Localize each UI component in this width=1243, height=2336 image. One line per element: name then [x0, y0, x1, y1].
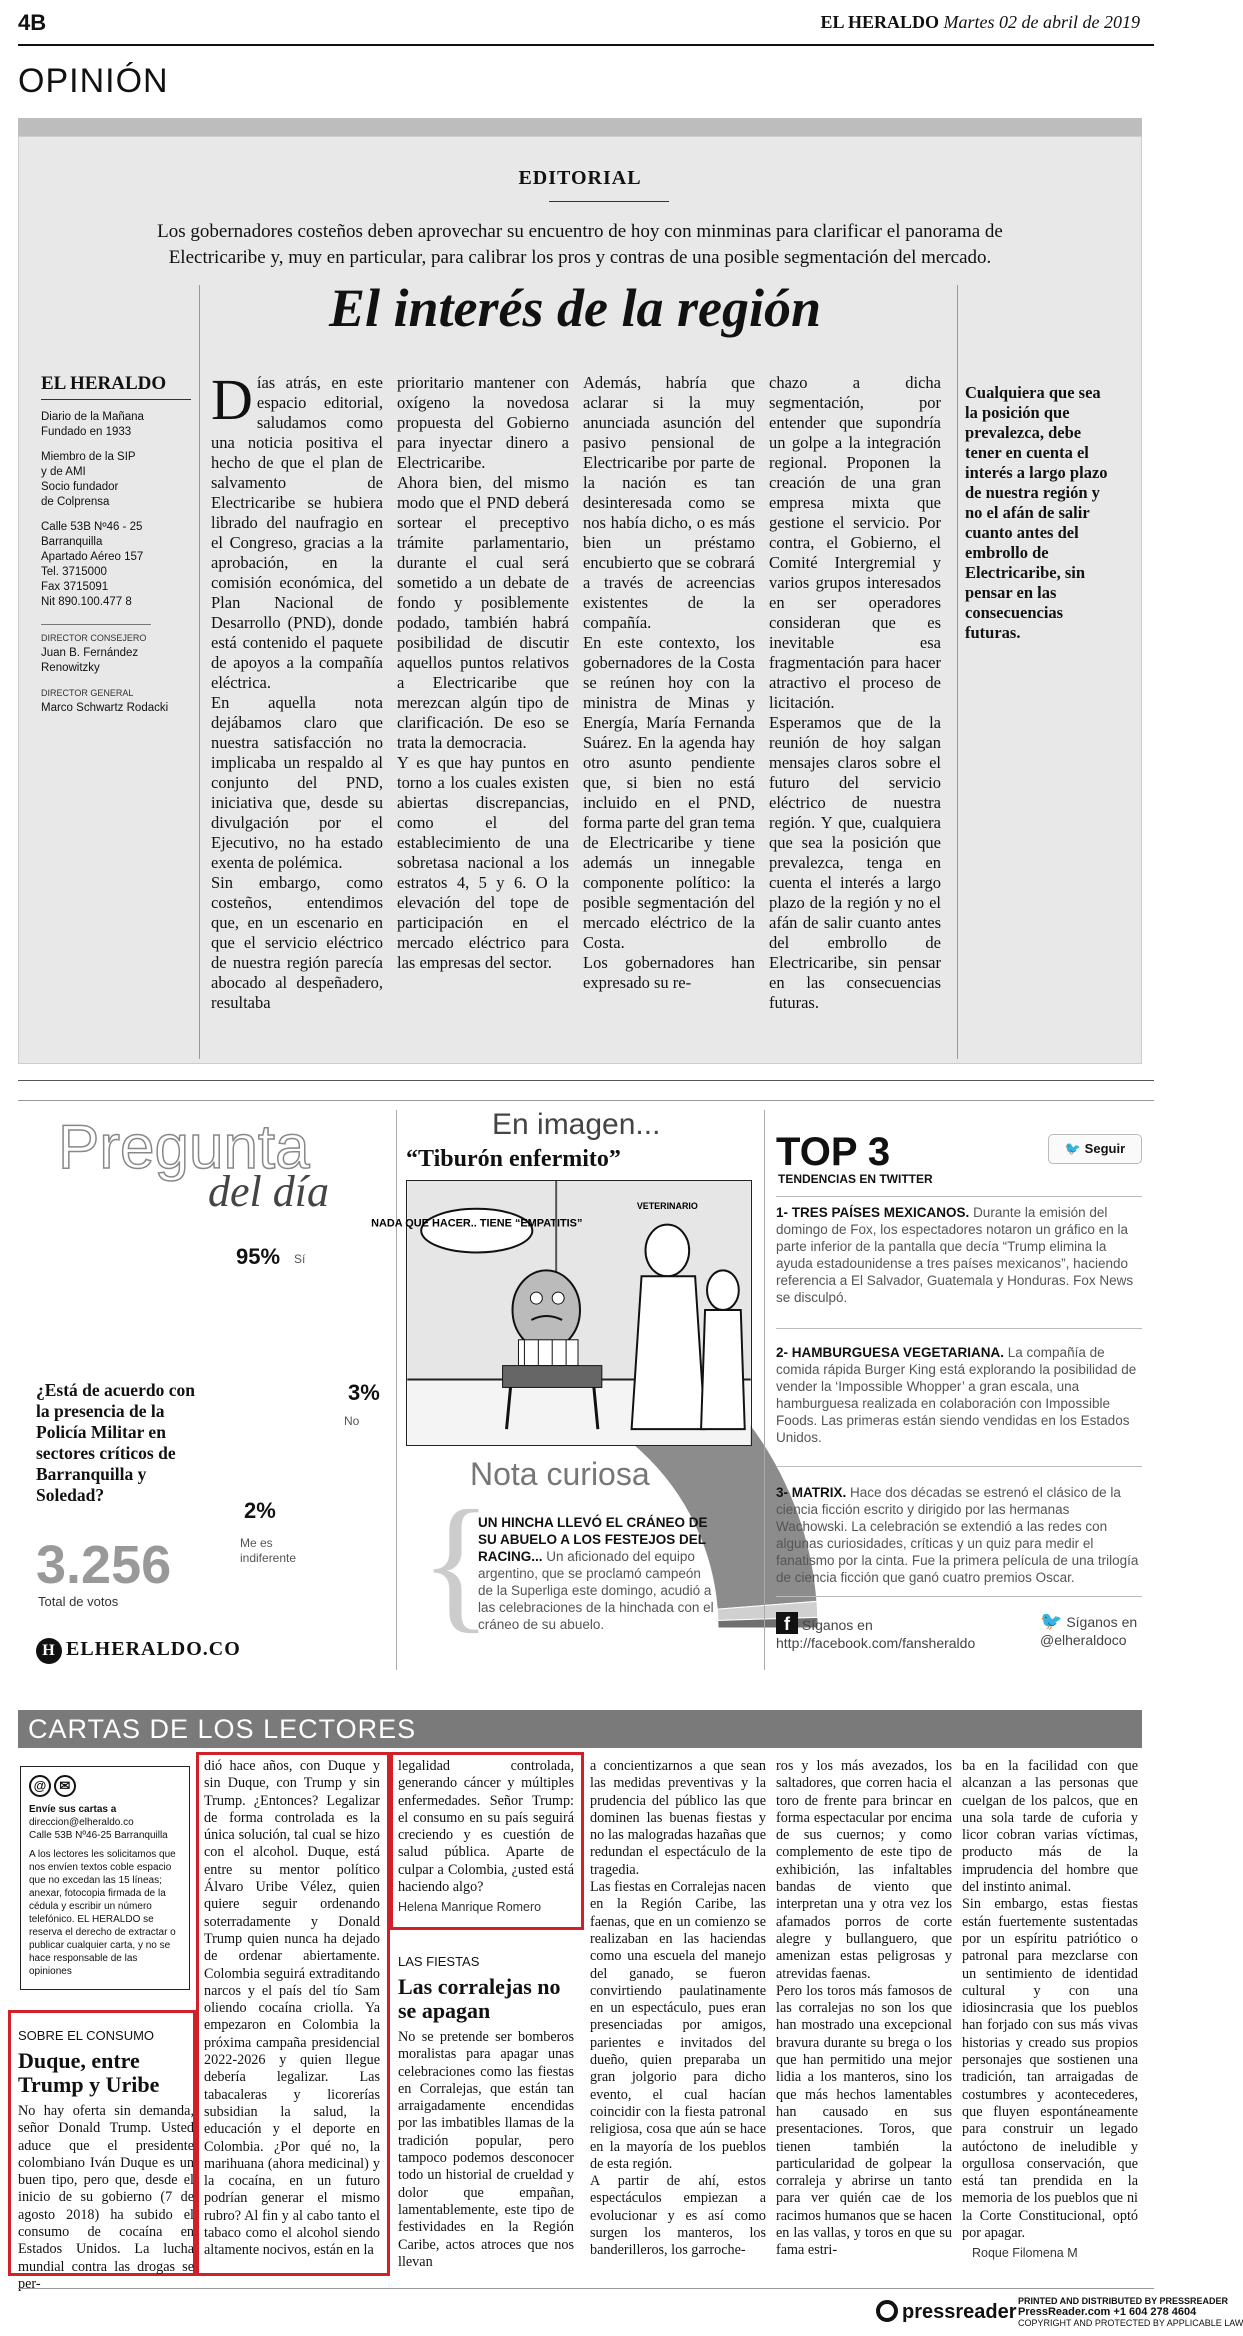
facebook-icon: f	[776, 1612, 798, 1634]
editorial-subheading: Los gobernadores costeños deben aprovechar su encuentro de hoy con minminas para clarificar el panorama de Electricaribe y, muy en particular, para calibrar los pros y contras de una posible segmentación del mercado.	[157, 221, 1003, 268]
letter-2-kicker: LAS FIESTAS	[398, 1954, 480, 1969]
staff-name: EL HERALDO	[41, 373, 191, 400]
trend-title-1: 1- TRES PAÍSES MEXICANOS.	[776, 1205, 970, 1220]
poll-title-2: del día	[208, 1167, 329, 1216]
trend-body-2: La compañía de comida rápida Burger King está explorando la posibilidad de vender la ‘Impossible Whopper’ a gran escala, una hamburguesa realizada en colaboración con Impossible Foods. Las primeras están siendo vendidas en los Estados Unidos.	[776, 1345, 1137, 1445]
page-number: 4B	[18, 10, 47, 35]
column-divider	[199, 285, 200, 1059]
general-name: Marco Schwartz Rodacki	[41, 702, 169, 714]
editorial-column-1	[211, 367, 383, 1013]
envio-address: Calle 53B Nº46-25 Barranquilla	[29, 1830, 168, 1841]
trend-body-1: Durante la emisión del domingo de Fox, los espectadores notaron un gráfico en la parte inferior de la pantalla que decía “Trump elimina la ayuda estadounidense a tres países mexicanos”, haciendo referencia a El Salvador, Guatemala y Honduras. Fox News se disculpó.	[776, 1205, 1134, 1305]
editorial-column-2: prioritario mantener con oxígeno la novedosa propuesta del Gobierno para inyectar dinero a Electricaribe. Ahora bien, del mismo modo que el PND deberá sortear el preceptivo trámite parlamentario, durante el cual será sometido a un debate de fondo y posiblemente podado, también habrá posibilidad de discutir aquellos puntos relativos a Electricaribe que merezcan algún tipo de clarificación. De eso se trata la democracia. Y es que hay puntos en torno a los cuales existen abiertas discrepancias, como el del establecimiento de una sobretasa nacional a los estratos 4, 5 y 6. O la elevación del tope de participación en el mercado eléctrico para las empresas del sector.	[397, 373, 569, 972]
staff-member: Miembro de la SIP y de AMI Socio fundador de Colprensa	[41, 451, 136, 508]
section-bar	[18, 118, 1142, 136]
curiosity-brace-icon: {	[420, 1480, 492, 1646]
twitter-text: Síganos en @elheraldoco	[1040, 1614, 1138, 1648]
column-divider	[764, 1110, 765, 1670]
letter-2-signature: Roque Filomena M	[972, 2246, 1078, 2261]
staff-address: Calle 53B Nº46 - 25 Barranquilla Apartado Aéreo 157 Tel. 3715000 Fax 3715091 Nit 890.100.477 8	[41, 521, 144, 608]
footer-rule	[18, 2288, 1154, 2289]
general-label: DIRECTOR GENERAL	[41, 688, 134, 698]
editorial-column-4: chazo a dicha segmentación, por entender que supondría un golpe a la integración regional. Proponen la creación de una gran empresa mixta que gestione el servicio. Por contra, el Gobierno, el Comité Intergremial y varios grupos interesados en ser operadores consideran que es inevitable esa fragmentación para hacer atractivo el proceso de licitación. Esperamos que de la reunión de hoy salgan mensajes claros sobre el futuro del servicio eléctrico de nuestra región. Y que, cualquiera que sea la posición que prevalezca, tenga en cuenta el interés a largo plazo de la región y no el afán de salir cuanto antes del embrollo de Electricaribe, sin pensar en las consecuencias futuras.	[769, 373, 941, 1012]
pressreader-brand: pressreader	[902, 2301, 1017, 2323]
issue-date: Martes 02 de abril de 2019	[943, 12, 1140, 32]
cartoon-title: “Tiburón enfermito”	[406, 1146, 621, 1172]
envio-email[interactable]: direccion@elheraldo.co	[29, 1817, 134, 1828]
poll-question: ¿Está de acuerdo con la presencia de la Policía Militar en sectores críticos de Barranquilla y Soledad?	[36, 1380, 195, 1505]
letter-1-headline: Duque, entre Trump y Uribe	[18, 2048, 160, 2097]
top-rule	[18, 44, 1154, 46]
editorial-label: EDITORIAL	[518, 167, 642, 189]
bird-icon: 🐦	[1064, 1141, 1085, 1156]
column-divider	[396, 1110, 397, 1670]
trend-rule	[776, 1328, 1142, 1329]
curiosity-body: Un aficionado del equipo argentino, que se proclamó campeón de la Superliga este domingo, acudió a las celebraciones de la hinchada con el cráneo de su abuelo.	[478, 1549, 714, 1632]
letter-1-kicker: SOBRE EL CONSUMO	[18, 2028, 155, 2043]
letter-1-text-3: legalidad controlada, generando cáncer y múltiples enfermedades. Señor Trump: el consumo en su país seguirá creciendo y es cuestión de salud pública. Aparte de culpar a Colombia, ¿usted está haciendo algo?	[398, 1758, 574, 1896]
pressreader-notice	[1018, 2296, 1243, 2329]
poll-panel	[18, 1108, 388, 1668]
trend-item-2	[776, 1344, 1142, 1446]
trend-item-1	[776, 1204, 1142, 1306]
envio-title: Envíe sus cartas a	[29, 1804, 117, 1815]
pressreader-logo[interactable]	[876, 2300, 1017, 2324]
staff-box	[41, 373, 191, 726]
section-rule	[18, 1100, 1154, 1101]
poll-label-indiferente: Me es indiferente	[240, 1536, 297, 1565]
heraldo-logo-icon: H	[36, 1638, 62, 1664]
curiosity-heading: Nota curiosa	[470, 1456, 650, 1492]
editorial-title: El interés de la región	[328, 278, 821, 338]
letter-2-col-4	[962, 1758, 1138, 2260]
staff-rule	[41, 624, 151, 625]
letter-1-signature: Helena Manrique Romero	[398, 1900, 542, 1915]
letter-1-text-1: No hay oferta sin demanda, señor Donald Trump. Usted aduce que el presidente colombiano Iván Duque es un buen tipo, pero que, desde el inicio de su gobierno (7 de agosto 2018) ha subido el consumo de cocaína en Estados Unidos. La lucha mundial contra las drogas se per-	[18, 2103, 194, 2292]
pressreader-icon	[876, 2300, 898, 2322]
letter-1-col-3	[398, 1758, 574, 1914]
facebook-text: Síganos en http://facebook.com/fansheraldo	[776, 1617, 976, 1651]
trend-rule	[776, 1466, 1142, 1467]
cartoon-bubble-text: NADA QUE HACER.. TIENE “EMPATITIS”	[371, 1217, 583, 1230]
poll-pct-indiferente: 2%	[244, 1498, 276, 1523]
trend-rule	[776, 1196, 1142, 1197]
editorial-box	[18, 136, 1142, 1064]
letter-2-text-4: ba en la facilidad con que alcanzan a las personas que cuelgan de los palcos, que en una sola tarde de cuforia y licor cobran varias víctimas, producto más de la imprudencia del hombre que del instinto animal. Sin embargo, estas fiestas están fuertemente sustentadas por un espíritu patriótico o patronal para mezclarse con un sentimiento de identidad cultural y con una idiosincrasia que los pueblos han forjado con sus más vivas historias y creado sus propios personajes que sostienen una tradición, tan arraigadas de costumbres y acontecederes, que fluyen espontáneamente para construir un legado autóctono de ineludible y orgullosa conservación, que está tan prendida en la memoria de los pueblos que ni la Corte Constitucional, optó por apagar.	[962, 1758, 1138, 2242]
trend-item-3	[776, 1484, 1142, 1586]
column-divider	[957, 285, 958, 1059]
poll-total-votes: 3.256	[36, 1535, 172, 1595]
section-title: OPINIÓN	[18, 62, 169, 100]
letter-2-text-2: a concientizarnos a que sean las medidas preventivas y la prudencia del público las que dominen las buenas fiestas y no las malogradas hazañas que redundan el espectáculo de la tragedia. Las fiestas en Corralejas nacen en la Región Caribe, las faenas, que en un comienzo se realizaban en las haciendas como una escuela del manejo del ganado, se fueron convirtiendo paulatinamente en un espectáculo, pues eran presenciadas por amigos, parientes e invitados del dueño, quien preparaba un gran jolgorio para dicho evento, el cual hacían coincidir con la fiesta patronal religiosa, cosa que aún se hace en la mayoría de los pueblos de esta región. A partir de ahí, estos espectáculos empiezan a evolucionar y es así como surgen los manteros, los banderilleros, los garroche-	[590, 1758, 766, 2259]
follow-label: Seguir	[1084, 1141, 1126, 1156]
editorial-column-3: Además, habría que aclarar si la muy anunciada asunción del pasivo pensional de Electricaribe por parte de la nación es tan desinteresada como se nos había dicho, o es más bien un préstamo encubierto que se cobrará a través de acreencias existentes de la compañía. En este contexto, los gobernadores de la Costa se reúnen hoy con la ministra de Minas y Energía, María Fernanda Suárez. En la agenda hay otro asunto pendiente que, si bien no está incluido en el PND, forma parte del gran tema de Electricaribe y tiene además un innegable componente político: la posible segmentación del mercado eléctrico de la Costa. Los gobernadores han expresado su re-	[583, 373, 755, 992]
pr-line-3: COPYRIGHT AND PROTECTED BY APPLICABLE LAW	[1018, 2318, 1243, 2328]
curiosity-headline: UN HINCHA LLEVÓ EL CRÁNEO DE SU ABUELO A LOS FESTEJOS DEL RACING...	[478, 1515, 708, 1564]
director-label: DIRECTOR CONSEJERO	[41, 633, 147, 643]
contact-icons	[29, 1775, 181, 1797]
staff-founded: Diario de la Mañana Fundado en 1933	[41, 411, 144, 438]
letters-submission-box	[20, 1766, 190, 1990]
follow-button[interactable]	[1048, 1134, 1142, 1164]
mail-icon: ✉	[54, 1775, 76, 1797]
editorial-label-rule	[549, 201, 669, 202]
site-logo[interactable]	[36, 1638, 241, 1664]
twitter-icon: 🐦	[1040, 1611, 1063, 1631]
pull-quote: Cualquiera que sea la posición que prevalezca, debe tener en cuenta el interés a largo plazo de nuestra región y no el afán de salir cuanto antes del embrollo de Electricaribe, sin pensar en las consecuencias futuras.	[965, 383, 1108, 642]
poll-label-si: Sí	[294, 1252, 306, 1266]
letters-section-bar: CARTAS DE LOS LECTORES	[18, 1710, 1142, 1748]
director-name: Juan B. Fernández Renowitzky	[41, 647, 139, 674]
drop-cap: D	[211, 367, 253, 432]
poll-label-no: No	[344, 1414, 360, 1428]
envio-rules: A los lectores les solicitamos que nos envíen textos coble espacio que no excedan las 15 líneas; anexar, fotocopia firmada de la cédula y escribir un número telefónico. EL HERALDO se reserva el derecho de extractar o publicar cualquier carta, y no se hace responsable de las opiniones	[29, 1849, 176, 1977]
top3-subtitle: TENDENCIAS EN TWITTER	[778, 1172, 933, 1186]
top3-logo: TOP 3	[776, 1130, 891, 1174]
cartoon-heading: En imagen...	[492, 1108, 661, 1141]
editorial-column-1-text: ías atrás, en este espacio editorial, saludamos como una noticia positiva el hecho de que el plan de salvamento de Electricaribe se hubiera librado del naufragio en el Congreso, gracias a la aprobación, en la comisión económica, del Plan Nacional de Desarrollo (PND), donde está contenido el paquete de apoyos a la compañía eléctrica. En aquella nota dejábamos claro que nuestra satisfacción no implicaba un respaldo al conjunto del PND, iniciativa que, desde su divulgación por el Ejecutivo, no ha estado exenta de polémica. Sin embargo, como costeños, entendimos que, en un escenario en que el servicio eléctrico de nuestra región parecía abocado al despeñadero, resultaba	[211, 373, 383, 1012]
letter-1-col-1	[18, 2028, 194, 2293]
at-icon: @	[29, 1775, 51, 1797]
letter-2-headline: Las corralejas no se apagan	[398, 1974, 561, 2023]
trend-rule	[776, 1596, 1142, 1597]
cartoon-coat-label: VETERINARIO	[636, 1200, 698, 1211]
poll-pct-no: 3%	[348, 1380, 380, 1405]
trend-body-3: Hace dos décadas se estrenó el clásico de la ciencia ficción escrito y dirigido por las hermanas Wachowski. La celebración se extendió a las redes con algunas curiosidades, críticas y un quiz para medir el fanatismo por la cinta. Fue la primera película de una trilogía de ciencia ficción que ganó cuatro premios Oscar.	[776, 1485, 1139, 1585]
letter-2-text-3: ros y los más avezados, los saltadores, que corren hacia el toro de frente para brincar en forma espectacular por encima de sus cuernos; y como complemento de este tipo de exhibición, las infaltables bandas de viento que interpretan una y otra vez los afamados porros de corte alegre y bullanguero, que amenizan estas peligrosas y atrevidas faenas. Pero los toros más famosos de las corralejas no son los que han mostrado una excepcional bravura durante su brega o los que han permitido una mejor lidia a los manteros, sino los que más hechos lamentables han causado en sus presentaciones. Toros, que tienen también la particularidad de golpear la corraleja y abrirse un tanto para ver quién cae de los racimos humanos que se hacen en las vallas, y toros en que su fama estri-	[776, 1758, 952, 2259]
cartoon-image	[371, 1180, 752, 1446]
letter-2-text-1: No se pretende ser bomberos moralistas para apagar unas celebraciones como las fiestas en Corralejas, que están tan arraigadamente encendidas por las imbatibles llamas de la tradición popular, pero tampoco podemos desconocer todo un historial de crueldad y dolor que empañan, lamentablemente, este tipo de festividades en la Región Caribe, actos atroces que nos llevan	[398, 2029, 574, 2270]
section-rule	[18, 1080, 1154, 1081]
twitter-link[interactable]	[1040, 1612, 1137, 1649]
site-logo-text: ELHERALDO.CO	[66, 1638, 241, 1660]
pr-line-1: PRINTED AND DISTRIBUTED BY PRESSREADER	[1018, 2296, 1229, 2306]
paper-name: EL HERALDO	[820, 12, 940, 32]
trend-title-3: 3- MATRIX.	[776, 1485, 847, 1500]
letter-2-col-1	[398, 1954, 574, 2271]
curiosity-text	[478, 1514, 718, 1633]
pr-line-2: PressReader.com +1 604 278 4604	[1018, 2306, 1197, 2318]
letter-1-text-2: dió hace años, con Duque y sin Duque, con Trump y sin Trump. ¿Entonces? Legalizar de forma controlada es la única solución, tal cual se hizo con el alcohol. Duque, está entre su mentor político Álvaro Uribe Vélez, quien quiere seguir ordenando soterradamente y Donald Trump quien nunca ha dejado de ordenar abiertamente. Colombia seguirá extraditando narcos y el país del tío Sam oliendo cocaína criolla. Ya empezaron en Colombia la próxima campaña presidencial 2022-2026 y quien llegue debería legalizar. Las tabacaleras y licorerías subsidian la salud, la educación y el deporte en Colombia. ¿Por qué no, la marihuana (ahora medicinal) y la cocaína, en un futuro podrían generar el mismo rubro? Al fin y al cabo tanto el tabaco como el alcohol siendo altamente nocivos, están en la	[204, 1758, 380, 2259]
poll-total-label: Total de votos	[38, 1594, 119, 1609]
facebook-link[interactable]	[776, 1612, 975, 1652]
masthead	[820, 12, 1140, 33]
trend-title-2: 2- HAMBURGUESA VEGETARIANA.	[776, 1345, 1005, 1360]
poll-title: Pregunta	[58, 1113, 310, 1182]
poll-pct-si: 95%	[236, 1244, 281, 1269]
